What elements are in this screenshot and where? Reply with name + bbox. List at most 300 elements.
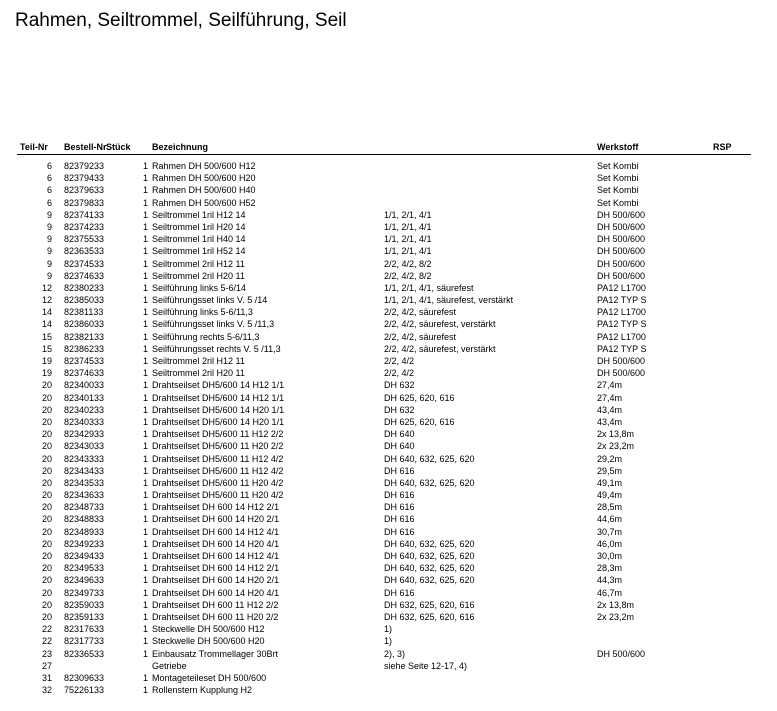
cell-bemerkung: 1/1, 2/1, 4/1: [384, 209, 432, 220]
cell-stueck: 1: [142, 465, 148, 476]
cell-werkstoff: Set Kombi: [597, 173, 639, 184]
cell-stueck: 1: [142, 575, 148, 586]
cell-bestell-nr: 82349233: [64, 538, 105, 549]
cell-bestell-nr: 82374533: [64, 258, 105, 269]
cell-bemerkung: DH 632: [384, 404, 415, 415]
cell-bemerkung: DH 640: [384, 429, 415, 440]
cell-bestell-nr: 82379633: [64, 185, 105, 196]
cell-werkstoff: Set Kombi: [597, 185, 639, 196]
cell-werkstoff: DH 500/600: [597, 221, 646, 232]
cell-stueck: 1: [142, 514, 148, 525]
cell-werkstoff: 46,0m: [597, 538, 623, 549]
cell-stueck: 1: [142, 295, 148, 306]
cell-bezeichnung: Drahtseilset DH 600 14 H20 4/1: [152, 538, 280, 549]
cell-stueck: 1: [142, 429, 148, 440]
cell-bestell-nr: 82379833: [64, 197, 105, 208]
cell-werkstoff: 29,5m: [597, 465, 623, 476]
table-row: [17, 184, 751, 196]
table-row: [17, 501, 751, 513]
cell-teil-nr: 20: [41, 477, 52, 488]
cell-stueck: 1: [142, 197, 148, 208]
cell-bezeichnung: Drahtseilset DH 600 14 H12 4/1: [152, 551, 280, 561]
cell-teil-nr: 20: [41, 416, 52, 427]
table-row: [17, 318, 751, 330]
cell-werkstoff: 43,4m: [597, 416, 623, 427]
cell-teil-nr: 9: [46, 270, 52, 281]
cell-teil-nr: 9: [46, 234, 52, 245]
cell-bezeichnung: Getriebe: [152, 660, 187, 671]
parts-table: [17, 142, 751, 696]
cell-werkstoff: 2x 13,8m: [597, 429, 635, 440]
cell-bemerkung: DH 640, 632, 625, 620: [384, 551, 475, 561]
cell-bezeichnung: Drahtseilset DH 600 14 H20 2/1: [152, 514, 280, 525]
cell-bezeichnung: Rahmen DH 500/600 H20: [152, 173, 256, 184]
cell-bezeichnung: Rahmen DH 500/600 H12: [152, 161, 256, 171]
table-row: [17, 648, 751, 660]
table-row: [17, 197, 751, 209]
cell-bestell-nr: 82349633: [64, 575, 105, 586]
cell-bemerkung: 2/2, 4/2: [384, 356, 415, 366]
table-row: [17, 367, 751, 379]
cell-stueck: 1: [142, 477, 148, 488]
cell-stueck: 1: [142, 490, 148, 501]
table-row: [17, 416, 751, 428]
cell-stueck: 1: [142, 356, 148, 366]
cell-teil-nr: 20: [41, 490, 52, 501]
header-bezeichnung: Bezeichnung: [152, 142, 209, 152]
cell-stueck: 1: [142, 392, 148, 403]
cell-bemerkung: 1): [384, 636, 393, 647]
cell-bestell-nr: 82380233: [64, 282, 105, 293]
cell-stueck: 1: [142, 685, 148, 696]
cell-bemerkung: DH 640, 632, 625, 620: [384, 538, 475, 549]
cell-bestell-nr: 82385033: [64, 295, 105, 306]
cell-bemerkung: 2/2, 4/2, säurefest: [384, 307, 457, 318]
cell-teil-nr: 20: [41, 587, 52, 598]
table-row: [17, 465, 751, 477]
cell-werkstoff: 44,6m: [597, 514, 623, 525]
cell-stueck: 1: [142, 526, 148, 537]
cell-teil-nr: 20: [41, 380, 52, 391]
cell-bezeichnung: Drahtseilset DH5/600 11 H20 4/2: [152, 490, 284, 501]
cell-teil-nr: 27: [41, 660, 52, 671]
cell-stueck: 1: [142, 258, 148, 269]
table-row: [17, 294, 751, 306]
cell-bemerkung: siehe Seite 12-17, 4): [384, 660, 468, 671]
cell-bestell-nr: 82336533: [64, 648, 105, 659]
cell-bestell-nr: 82340133: [64, 392, 105, 403]
cell-bestell-nr: 82309633: [64, 672, 105, 683]
cell-bestell-nr: 82359033: [64, 599, 105, 610]
cell-bezeichnung: Seilführungsset links V. 5 /14: [152, 295, 268, 306]
cell-teil-nr: 9: [46, 258, 52, 269]
cell-bezeichnung: Seiltrommel 1ril H40 14: [152, 234, 246, 245]
cell-werkstoff: 28,5m: [597, 502, 623, 513]
table-row: [17, 513, 751, 525]
cell-bezeichnung: Drahtseilset DH 600 14 H12 2/1: [152, 502, 280, 513]
cell-bezeichnung: Seilführungsset rechts V. 5 /11,3: [152, 343, 281, 354]
cell-bestell-nr: 82343333: [64, 453, 105, 464]
cell-bestell-nr: 82340333: [64, 416, 105, 427]
cell-bezeichnung: Rahmen DH 500/600 H52: [152, 197, 256, 208]
cell-bemerkung: DH 640, 632, 625, 620: [384, 477, 475, 488]
cell-teil-nr: 15: [41, 343, 52, 354]
cell-bemerkung: 2/2, 4/2, säurefest, verstärkt: [384, 343, 496, 354]
cell-stueck: 1: [142, 246, 148, 257]
cell-bezeichnung: Montageteileset DH 500/600: [152, 672, 267, 683]
table-row: [17, 660, 751, 672]
cell-teil-nr: 31: [41, 672, 52, 683]
cell-teil-nr: 14: [41, 319, 52, 330]
cell-bemerkung: DH 616: [384, 514, 415, 525]
cell-teil-nr: 12: [41, 295, 52, 306]
cell-werkstoff: 49,4m: [597, 490, 623, 501]
cell-werkstoff: 27,4m: [597, 392, 623, 403]
cell-werkstoff: DH 500/600: [597, 258, 646, 269]
table-row: [17, 221, 751, 233]
cell-bestell-nr: 82374233: [64, 221, 105, 232]
cell-stueck: 1: [142, 441, 148, 452]
table-row: [17, 355, 751, 367]
table-row: [17, 526, 751, 538]
header-rsp: RSP: [713, 142, 732, 152]
cell-stueck: 1: [142, 416, 148, 427]
cell-bezeichnung: Drahtseilset DH5/600 11 H20 4/2: [152, 477, 284, 488]
table-row: [17, 684, 751, 696]
cell-teil-nr: 15: [41, 331, 52, 342]
cell-stueck: 1: [142, 173, 148, 184]
cell-bemerkung: DH 640, 632, 625, 620: [384, 575, 475, 586]
cell-werkstoff: DH 500/600: [597, 209, 646, 220]
cell-bestell-nr: 82343433: [64, 465, 105, 476]
table-row: [17, 574, 751, 586]
cell-bemerkung: 1/1, 2/1, 4/1: [384, 246, 432, 257]
cell-bestell-nr: 82379233: [64, 161, 105, 171]
cell-stueck: 1: [142, 672, 148, 683]
cell-werkstoff: 2x 13,8m: [597, 599, 635, 610]
cell-bezeichnung: Einbausatz Trommellager 30Brt: [152, 648, 279, 659]
cell-werkstoff: 30,0m: [597, 551, 623, 561]
cell-bemerkung: 2/2, 4/2, säurefest, verstärkt: [384, 319, 496, 330]
table-row: [17, 477, 751, 489]
table-row: [17, 672, 751, 684]
cell-werkstoff: 44,3m: [597, 575, 623, 586]
cell-bezeichnung: Drahtseilset DH 600 14 H20 2/1: [152, 575, 280, 586]
cell-teil-nr: 9: [46, 221, 52, 232]
cell-bezeichnung: Drahtseilset DH5/600 14 H12 1/1: [152, 392, 285, 403]
cell-werkstoff: Set Kombi: [597, 161, 639, 171]
cell-werkstoff: DH 500/600: [597, 270, 646, 281]
cell-werkstoff: PA12 L1700: [597, 282, 646, 293]
cell-werkstoff: PA12 TYP S: [597, 319, 647, 330]
cell-bemerkung: DH 616: [384, 587, 415, 598]
cell-teil-nr: 6: [46, 173, 52, 184]
table-row: [17, 245, 751, 257]
cell-bezeichnung: Seiltrommel 1ril H20 14: [152, 221, 246, 232]
cell-bestell-nr: 82343633: [64, 490, 105, 501]
cell-bezeichnung: Seilführungsset links V. 5 /11,3: [152, 319, 275, 330]
cell-bestell-nr: 82382133: [64, 331, 105, 342]
cell-teil-nr: 22: [41, 636, 52, 647]
cell-bezeichnung: Drahtseilset DH5/600 14 H20 1/1: [152, 404, 285, 415]
cell-bestell-nr: 82379433: [64, 173, 105, 184]
cell-bestell-nr: 82343033: [64, 441, 105, 452]
cell-bestell-nr: 82349433: [64, 551, 105, 561]
table-row: [17, 538, 751, 550]
cell-teil-nr: 12: [41, 282, 52, 293]
cell-teil-nr: 6: [46, 197, 52, 208]
cell-stueck: 1: [142, 343, 148, 354]
cell-bemerkung: DH 616: [384, 465, 415, 476]
cell-bemerkung: 2), 3): [384, 648, 406, 659]
cell-bezeichnung: Rahmen DH 500/600 H40: [152, 185, 256, 196]
table-row: [17, 611, 751, 623]
cell-bestell-nr: 82317633: [64, 624, 105, 635]
cell-teil-nr: 20: [41, 611, 52, 622]
cell-teil-nr: 20: [41, 575, 52, 586]
cell-bezeichnung: Drahtseilset DH 600 14 H12 4/1: [152, 526, 280, 537]
cell-bezeichnung: Seiltrommel 2ril H12 11: [152, 258, 245, 269]
cell-stueck: 1: [142, 282, 148, 293]
cell-teil-nr: 6: [46, 185, 52, 196]
cell-stueck: 1: [142, 453, 148, 464]
cell-stueck: 1: [142, 161, 148, 171]
cell-werkstoff: PA12 L1700: [597, 307, 646, 318]
table-row: [17, 160, 751, 172]
cell-bezeichnung: Seiltrommel 2ril H20 11: [152, 270, 245, 281]
cell-bezeichnung: Drahtseilset DH5/600 11 H20 2/2: [152, 441, 284, 452]
table-row: [17, 270, 751, 282]
cell-bezeichnung: Seiltrommel 2ril H20 11: [152, 368, 245, 379]
cell-bemerkung: 1/1, 2/1, 4/1, säurefest: [384, 282, 474, 293]
table-row: [17, 392, 751, 404]
cell-stueck: 1: [142, 270, 148, 281]
cell-werkstoff: DH 500/600: [597, 356, 646, 366]
cell-bemerkung: DH 632: [384, 380, 415, 391]
cell-teil-nr: 20: [41, 502, 52, 513]
cell-stueck: 1: [142, 502, 148, 513]
cell-stueck: 1: [142, 636, 148, 647]
table-row: [17, 343, 751, 355]
cell-werkstoff: DH 500/600: [597, 368, 646, 379]
cell-bemerkung: DH 640: [384, 441, 415, 452]
table-row: [17, 428, 751, 440]
cell-stueck: 1: [142, 380, 148, 391]
table-row: [17, 172, 751, 184]
cell-bezeichnung: Seilführung links 5-6/11,3: [152, 307, 253, 318]
cell-stueck: 1: [142, 185, 148, 196]
cell-bestell-nr: 82386233: [64, 343, 105, 354]
table-row: [17, 404, 751, 416]
cell-stueck: 1: [142, 599, 148, 610]
cell-teil-nr: 22: [41, 624, 52, 635]
cell-teil-nr: 20: [41, 465, 52, 476]
table-row: [17, 587, 751, 599]
cell-stueck: 1: [142, 611, 148, 622]
cell-werkstoff: 43,4m: [597, 404, 623, 415]
cell-bestell-nr: 82349733: [64, 587, 105, 598]
cell-stueck: 1: [142, 551, 148, 561]
cell-bestell-nr: 82374633: [64, 368, 105, 379]
cell-stueck: 1: [142, 648, 148, 659]
table-row: [17, 440, 751, 452]
cell-bestell-nr: 82348933: [64, 526, 105, 537]
cell-bestell-nr: 82317733: [64, 636, 105, 647]
cell-werkstoff: 2x 23,2m: [597, 441, 635, 452]
cell-teil-nr: 9: [46, 209, 52, 220]
table-row: [17, 282, 751, 294]
cell-stueck: 1: [142, 368, 148, 379]
cell-bezeichnung: Seiltrommel 1ril H12 14: [152, 209, 246, 220]
cell-werkstoff: 27,4m: [597, 380, 623, 391]
cell-teil-nr: 6: [46, 161, 52, 171]
cell-bestell-nr: 82381133: [64, 307, 104, 318]
cell-stueck: 1: [142, 563, 148, 574]
cell-bezeichnung: Drahtseilset DH5/600 14 H20 1/1: [152, 416, 285, 427]
page-title: Rahmen, Seiltrommel, Seilführung, Seil: [15, 10, 347, 31]
cell-bemerkung: DH 632, 625, 620, 616: [384, 599, 475, 610]
cell-teil-nr: 20: [41, 526, 52, 537]
cell-bestell-nr: 82363533: [64, 246, 105, 257]
cell-teil-nr: 32: [41, 685, 52, 696]
cell-werkstoff: 2x 23,2m: [597, 611, 635, 622]
cell-bemerkung: 1/1, 2/1, 4/1: [384, 221, 432, 232]
table-row: [17, 623, 751, 635]
table-header: [17, 142, 751, 155]
cell-werkstoff: PA12 TYP S: [597, 295, 647, 306]
cell-stueck: 1: [142, 624, 148, 635]
cell-werkstoff: 29,2m: [597, 453, 623, 464]
cell-bestell-nr: 82349533: [64, 563, 105, 574]
cell-stueck: 1: [142, 331, 148, 342]
cell-teil-nr: 20: [41, 551, 52, 561]
cell-bemerkung: DH 616: [384, 502, 415, 513]
cell-teil-nr: 23: [41, 648, 52, 659]
cell-werkstoff: DH 500/600: [597, 246, 646, 257]
table-row: [17, 550, 751, 562]
cell-bemerkung: 1/1, 2/1, 4/1, säurefest, verstärkt: [384, 295, 514, 306]
cell-bemerkung: 2/2, 4/2: [384, 368, 415, 379]
header-bestell-nr: Bestell-Nr: [64, 142, 107, 152]
cell-teil-nr: 20: [41, 453, 52, 464]
table-row: [17, 331, 751, 343]
table-row: [17, 489, 751, 501]
cell-bestell-nr: 82375533: [64, 234, 105, 245]
cell-bezeichnung: Drahtseilset DH 600 11 H12 2/2: [152, 599, 279, 610]
table-row: [17, 233, 751, 245]
cell-werkstoff: 30,7m: [597, 526, 623, 537]
cell-stueck: 1: [142, 221, 148, 232]
table-row: [17, 209, 751, 221]
cell-werkstoff: DH 500/600: [597, 648, 646, 659]
cell-teil-nr: 20: [41, 563, 52, 574]
cell-werkstoff: PA12 L1700: [597, 331, 646, 342]
cell-teil-nr: 19: [41, 356, 52, 366]
table-row: [17, 562, 751, 574]
cell-stueck: 1: [142, 587, 148, 598]
cell-bezeichnung: Seilführung links 5-6/14: [152, 282, 247, 293]
cell-teil-nr: 20: [41, 429, 52, 440]
table-row: [17, 306, 751, 318]
cell-bezeichnung: Seilführung rechts 5-6/11,3: [152, 331, 260, 342]
cell-bezeichnung: Seiltrommel 1ril H52 14: [152, 246, 246, 257]
cell-teil-nr: 19: [41, 368, 52, 379]
cell-bestell-nr: 82374533: [64, 356, 105, 366]
table-row: [17, 258, 751, 270]
cell-bemerkung: 1): [384, 624, 393, 635]
cell-bemerkung: DH 640, 632, 625, 620: [384, 453, 475, 464]
cell-bestell-nr: 82343533: [64, 477, 105, 488]
header-werkstoff: Werkstoff: [597, 142, 639, 152]
table-row: [17, 635, 751, 647]
cell-teil-nr: 9: [46, 246, 52, 257]
cell-bestell-nr: 75226133: [64, 685, 105, 696]
cell-bemerkung: DH 616: [384, 526, 415, 537]
cell-werkstoff: PA12 TYP S: [597, 343, 647, 354]
cell-bestell-nr: 82340233: [64, 404, 105, 415]
header-teil-nr: Teil-Nr: [20, 142, 48, 152]
cell-teil-nr: 14: [41, 307, 52, 318]
cell-werkstoff: Set Kombi: [597, 197, 639, 208]
cell-bestell-nr: 82374633: [64, 270, 105, 281]
cell-stueck: 1: [142, 209, 148, 220]
cell-bestell-nr: 82342933: [64, 429, 105, 440]
cell-teil-nr: 20: [41, 441, 52, 452]
cell-bezeichnung: Seiltrommel 2ril H12 11: [152, 356, 245, 366]
cell-bestell-nr: 82348833: [64, 514, 105, 525]
cell-bemerkung: DH 625, 620, 616: [384, 416, 455, 427]
cell-stueck: 1: [142, 404, 148, 415]
cell-bemerkung: DH 632, 625, 620, 616: [384, 611, 475, 622]
table-row: [17, 379, 751, 391]
cell-stueck: 1: [142, 234, 148, 245]
cell-bezeichnung: Drahtseilset DH5/600 11 H12 2/2: [152, 429, 284, 440]
cell-bestell-nr: 82374133: [64, 209, 105, 220]
cell-bezeichnung: Steckwelle DH 500/600 H12: [152, 624, 265, 635]
cell-bestell-nr: 82348733: [64, 502, 105, 513]
cell-bemerkung: DH 640, 632, 625, 620: [384, 563, 475, 574]
cell-teil-nr: 20: [41, 392, 52, 403]
cell-stueck: 1: [142, 319, 148, 330]
cell-werkstoff: 46,7m: [597, 587, 623, 598]
cell-werkstoff: 28,3m: [597, 563, 623, 574]
table-body: [17, 160, 751, 696]
cell-bezeichnung: Drahtseilset DH 600 11 H20 2/2: [152, 611, 279, 622]
cell-stueck: 1: [142, 307, 148, 318]
header-stueck: Stück: [106, 142, 131, 152]
cell-bemerkung: 2/2, 4/2, 8/2: [384, 270, 432, 281]
cell-bezeichnung: Drahtseilset DH5/600 11 H12 4/2: [152, 453, 284, 464]
cell-bestell-nr: 82359133: [64, 611, 105, 622]
cell-stueck: 1: [142, 538, 148, 549]
cell-bezeichnung: Drahtseilset DH 600 14 H12 2/1: [152, 563, 280, 574]
cell-teil-nr: 20: [41, 404, 52, 415]
cell-bezeichnung: Drahtseilset DH5/600 11 H12 4/2: [152, 465, 284, 476]
cell-teil-nr: 20: [41, 538, 52, 549]
cell-bemerkung: 2/2, 4/2, säurefest: [384, 331, 457, 342]
cell-bestell-nr: 82386033: [64, 319, 105, 330]
cell-bezeichnung: Drahtseilset DH5/600 14 H12 1/1: [152, 380, 285, 391]
table-row: [17, 453, 751, 465]
cell-bemerkung: 2/2, 4/2, 8/2: [384, 258, 432, 269]
cell-bemerkung: 1/1, 2/1, 4/1: [384, 234, 432, 245]
cell-bestell-nr: 82340033: [64, 380, 105, 391]
cell-bezeichnung: Drahtseilset DH 600 14 H20 4/1: [152, 587, 280, 598]
cell-bezeichnung: Steckwelle DH 500/600 H20: [152, 636, 265, 647]
cell-teil-nr: 20: [41, 599, 52, 610]
cell-teil-nr: 20: [41, 514, 52, 525]
cell-werkstoff: 49,1m: [597, 477, 623, 488]
